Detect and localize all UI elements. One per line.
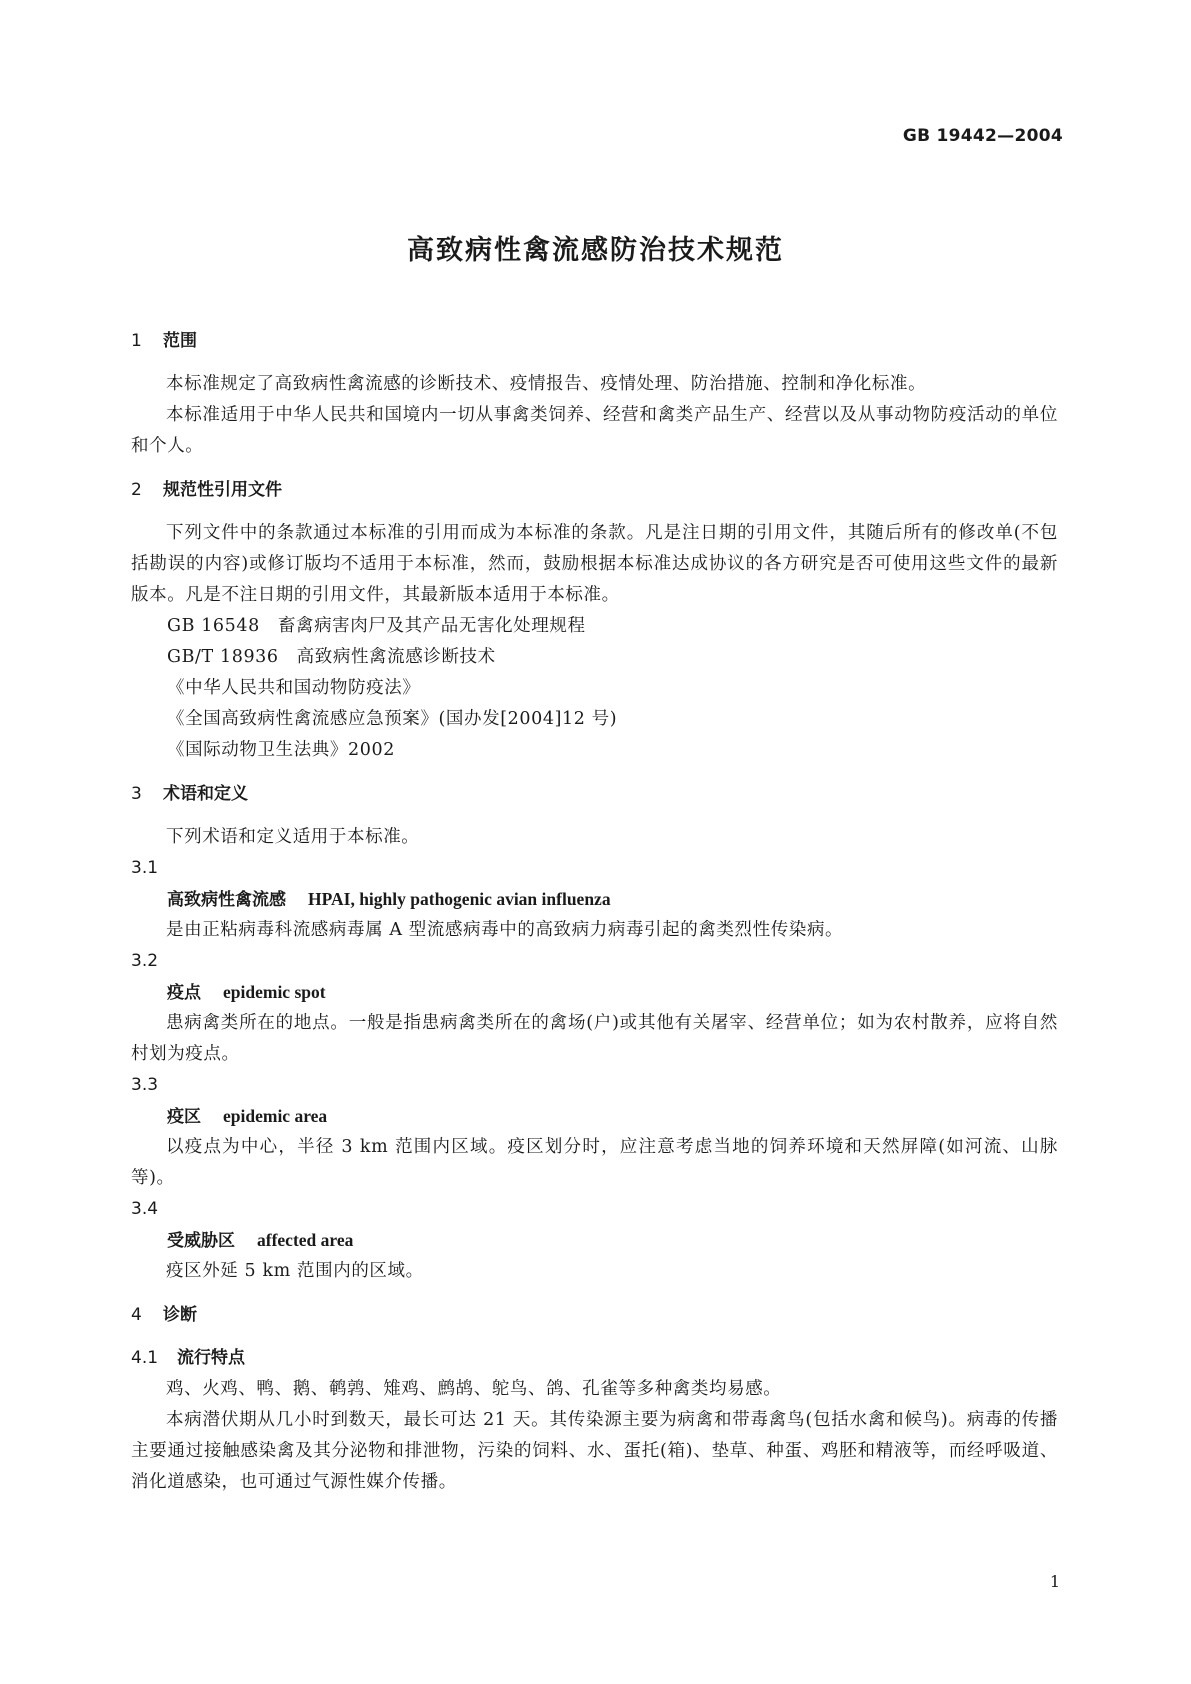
paragraph: 本标准规定了高致病性禽流感的诊断技术、疫情报告、疫情处理、防治措施、控制和净化标准。 <box>166 374 927 394</box>
term-entry <box>131 1101 1058 1132</box>
term-en: HPAI, highly pathogenic avian influenza <box>308 889 611 909</box>
clause-number: 3.2 <box>131 951 159 971</box>
reference-item <box>131 704 1058 735</box>
section-heading-2 <box>131 476 1058 504</box>
reference-item <box>131 673 1058 704</box>
section-heading-1 <box>131 327 1058 355</box>
term-definition: 患病禽类所在的地点。一般是指患病禽类所在的禽场(户)或其他有关屠宰、经营单位；如为农村散养，应将自然村划为疫点。 <box>131 1013 1058 1064</box>
term-entry <box>131 977 1058 1008</box>
term-en: epidemic area <box>223 1106 328 1126</box>
section-number: 1 <box>131 331 142 351</box>
reference-code: GB 16548 <box>167 616 260 636</box>
section-heading-4 <box>131 1301 1058 1329</box>
reference-item <box>131 611 1058 642</box>
section-number: 4 <box>131 1305 142 1325</box>
clause-number: 3.3 <box>131 1075 159 1095</box>
standard-code: GB 19442—2004 <box>902 126 1063 146</box>
reference-title: 《全国高致病性禽流感应急预案》(国办发[2004]12 号) <box>167 709 618 729</box>
clause-number: 3.1 <box>131 858 159 878</box>
subsection-title: 流行特点 <box>177 1348 245 1368</box>
paragraph: 本病潜伏期从几小时到数天，最长可达 21 天。其传染源主要为病禽和带毒禽鸟(包括水禽和候鸟)。病毒的传播主要通过接触感染禽及其分泌物和排泄物，污染的饲料、水、蛋托(箱)、垫草、种蛋、鸡胚和精液等，而经呼吸道、消化道感染，也可通过气源性媒介传播。 <box>131 1410 1058 1492</box>
section-number: 3 <box>131 784 142 804</box>
paragraph: 本标准适用于中华人民共和国境内一切从事禽类饲养、经营和禽类产品生产、经营以及从事动物防疫活动的单位和个人。 <box>131 405 1058 456</box>
document-title: 高致病性禽流感防治技术规范 <box>407 235 784 266</box>
page-number: 1 <box>1049 1572 1060 1591</box>
term-definition: 以疫点为中心，半径 3 km 范围内区域。疫区划分时，应注意考虑当地的饲养环境和天然屏障(如河流、山脉等)。 <box>131 1137 1058 1188</box>
paragraph: 下列文件中的条款通过本标准的引用而成为本标准的条款。凡是注日期的引用文件，其随后所有的修改单(不包括勘误的内容)或修订版均不适用于本标准，然而，鼓励根据本标准达成协议的各方研究是否可使用这些文件的最新版本。凡是不注日期的引用文件，其最新版本适用于本标准。 <box>131 523 1058 605</box>
reference-item <box>131 642 1058 673</box>
subsection-heading-4-1 <box>131 1343 1058 1374</box>
reference-title: 《中华人民共和国动物防疫法》 <box>167 678 421 698</box>
section-title: 规范性引用文件 <box>163 480 282 500</box>
reference-code: GB/T 18936 <box>167 647 279 667</box>
term-entry <box>131 884 1058 915</box>
term-definition: 是由正粘病毒科流感病毒属 A 型流感病毒中的高致病力病毒引起的禽类烈性传染病。 <box>166 920 844 940</box>
document-body <box>131 327 1058 1498</box>
term-definition: 疫区外延 5 km 范围内的区域。 <box>166 1261 424 1281</box>
term-zh: 高致病性禽流感 <box>167 890 286 910</box>
paragraph: 鸡、火鸡、鸭、鹅、鹌鹑、雉鸡、鹧鸪、鸵鸟、鸽、孔雀等多种禽类均易感。 <box>166 1379 782 1399</box>
reference-title: 畜禽病害肉尸及其产品无害化处理规程 <box>277 616 586 636</box>
section-number: 2 <box>131 480 142 500</box>
section-title: 范围 <box>163 331 197 351</box>
section-title: 诊断 <box>163 1305 197 1325</box>
section-heading-3 <box>131 780 1058 808</box>
reference-item <box>131 735 1058 766</box>
section-title: 术语和定义 <box>163 784 248 804</box>
term-en: epidemic spot <box>223 982 326 1002</box>
reference-title: 高致病性禽流感诊断技术 <box>296 647 496 667</box>
clause-number: 3.4 <box>131 1199 159 1219</box>
reference-title: 《国际动物卫生法典》2002 <box>167 740 395 760</box>
term-entry <box>131 1225 1058 1256</box>
term-zh: 疫区 <box>167 1107 201 1127</box>
term-zh: 受威胁区 <box>167 1231 235 1251</box>
term-en: affected area <box>257 1230 354 1250</box>
term-zh: 疫点 <box>167 983 201 1003</box>
subsection-number: 4.1 <box>131 1348 159 1368</box>
paragraph: 下列术语和定义适用于本标准。 <box>166 827 420 847</box>
